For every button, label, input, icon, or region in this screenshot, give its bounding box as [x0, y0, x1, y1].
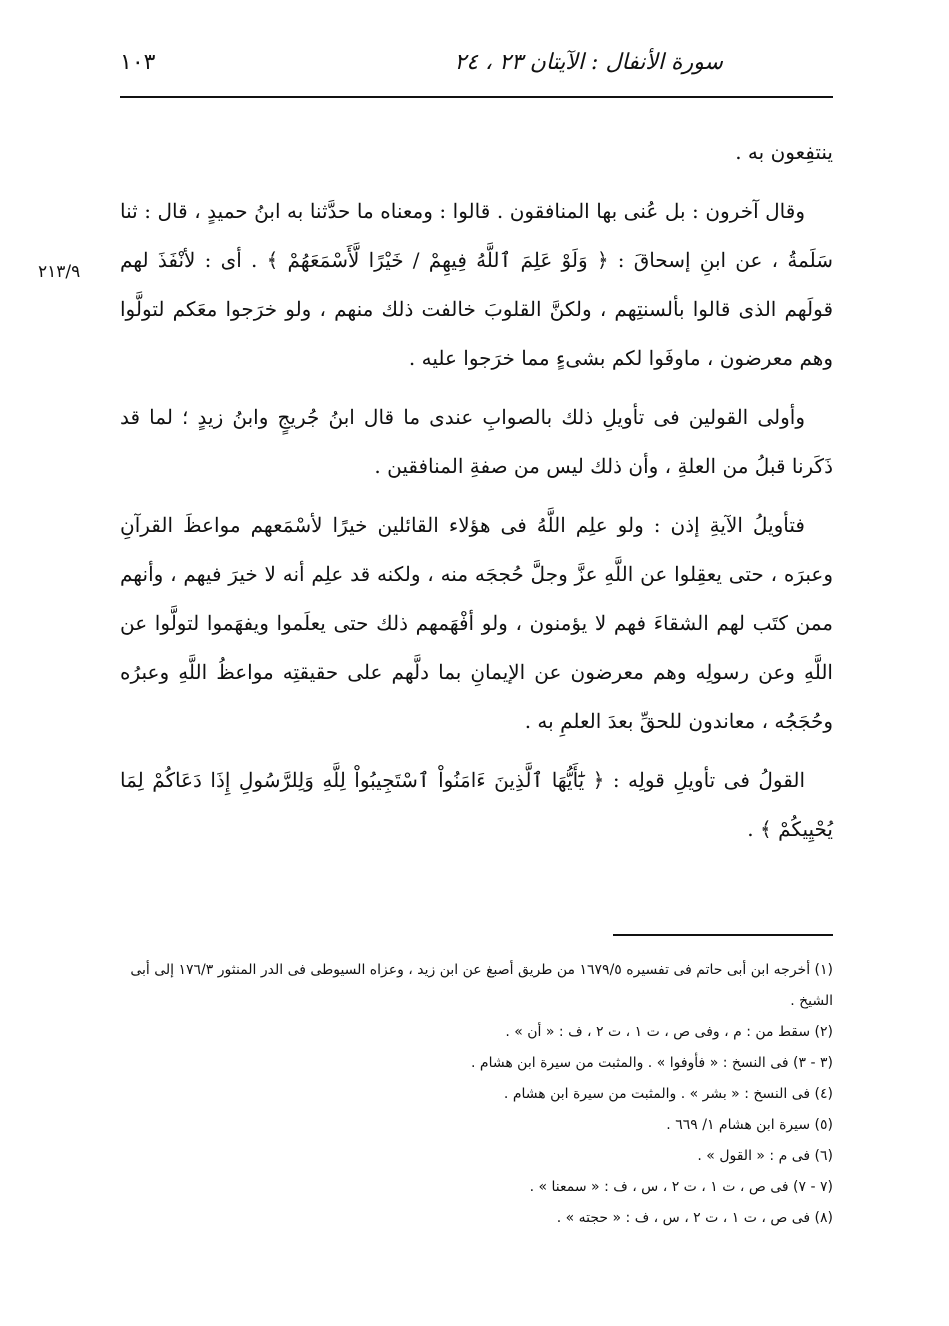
footnote: (٨) فى ص ، ت ١ ، ت ٢ ، س ، ف : « حجته » . [556, 1210, 833, 1226]
footnote-divider [613, 934, 833, 936]
paragraph: فتأويلُ الآيةِ إذن : ولو علِم اللَّهُ فى هؤلاء القائلين خيرًا لأسْمَعهم مواعظَ القرآنِ وعبرَه ، حتى يعقِلوا عن اللَّهِ عزَّ وجلَّ حُججَه منه ، ولكنه قد علِم أنه لا خيرَ فيهم ، وأنهم ممن كتَب لهم الشقاءَ فهم لا يؤمنون ، ولو أفْهَمهم ذلك حتى يعلَموا ويفهَموا لتولَّوا عن اللَّهِ وعن رسولِه وهم معرضون عن الإيمانِ بما دلَّهم على حقيقتِه مواعظُ اللَّهِ وعبرُه وحُجَجُه ، معاندون للحقِّ بعدَ العلمِ به . [120, 513, 833, 733]
page-number: ١٠٣ [120, 50, 156, 75]
footnote: (٤) فى النسخ : « بشر » . والمثبت من سيرة ابن هشام . [503, 1086, 833, 1102]
footnotes [120, 955, 833, 1234]
header-divider [120, 96, 833, 98]
main-text [120, 128, 833, 864]
paragraph: ينتفِعون به . [735, 140, 833, 164]
running-title: سورة الأنفال : الآيتان ٢٣ ، ٢٤ [454, 50, 723, 75]
footnote: (٢) سقط من : م ، وفى ص ، ت ١ ، ت ٢ ، ف : « أن » . [505, 1024, 833, 1040]
paragraph: القولُ فى تأويلِ قولِه : ﴿ يَٰٓأَيُّهَا ٱلَّذِينَ ءَامَنُواْ ٱسْتَجِيبُواْ لِلَّهِ وَلِلرَّسُولِ إِذَا دَعَاكُمْ لِمَا يُحْيِيكُمْ ﴾ . [120, 768, 833, 841]
footnote: (٥) سيرة ابن هشام ١/ ٦٦٩ . [666, 1117, 833, 1133]
footnote: (٦) فى م : « القول » . [697, 1148, 833, 1164]
margin-reference: ٢١٣/٩ [38, 262, 81, 282]
page-header [120, 44, 833, 84]
footnote: (٧ - ٧) فى ص ، ت ١ ، ت ٢ ، س ، ف : « سمعنا » . [529, 1179, 833, 1195]
footnote: (٣ - ٣) فى النسخ : « فأوفوا » . والمثبت من سيرة ابن هشام . [471, 1055, 833, 1071]
paragraph: وقال آخرون : بل عُنى بها المنافقون . قالوا : ومعناه ما حدَّثنا به ابنُ حميدٍ ، قال : ثنا سَلَمةُ ، عن ابنِ إسحاقَ : ﴿ وَلَوْ عَلِمَ ٱللَّهُ فِيهِمْ / خَيْرًا لَّأَسْمَعَهُمْ ﴾ . أى : لأنْفَذَ لهم قولَهم الذى قالوا بألسنتِهم ، ولكنَّ القلوبَ خالفت ذلك منهم ، ولو خرَجوا معَكم لتولَّوا وهم معرضون ، ماوفَوا لكم بشىءٍ مما خرَجوا عليه . [120, 199, 833, 370]
paragraph: وأولى القولين فى تأويلِ ذلك بالصوابِ عندى ما قال ابنُ جُريجٍ وابنُ زيدٍ ؛ لما قد ذَكَرنا قبلُ من العلةِ ، وأن ذلك ليس من صفةِ المنافقين . [120, 405, 833, 478]
footnote: (١) أخرجه ابن أبى حاتم فى تفسيره ١٦٧٩/٥ من طريق أصبغ عن ابن زيد ، وعزاه السيوطى فى الدر المنثور ١٧٦/٣ إلى أبى الشيخ . [130, 962, 833, 1009]
